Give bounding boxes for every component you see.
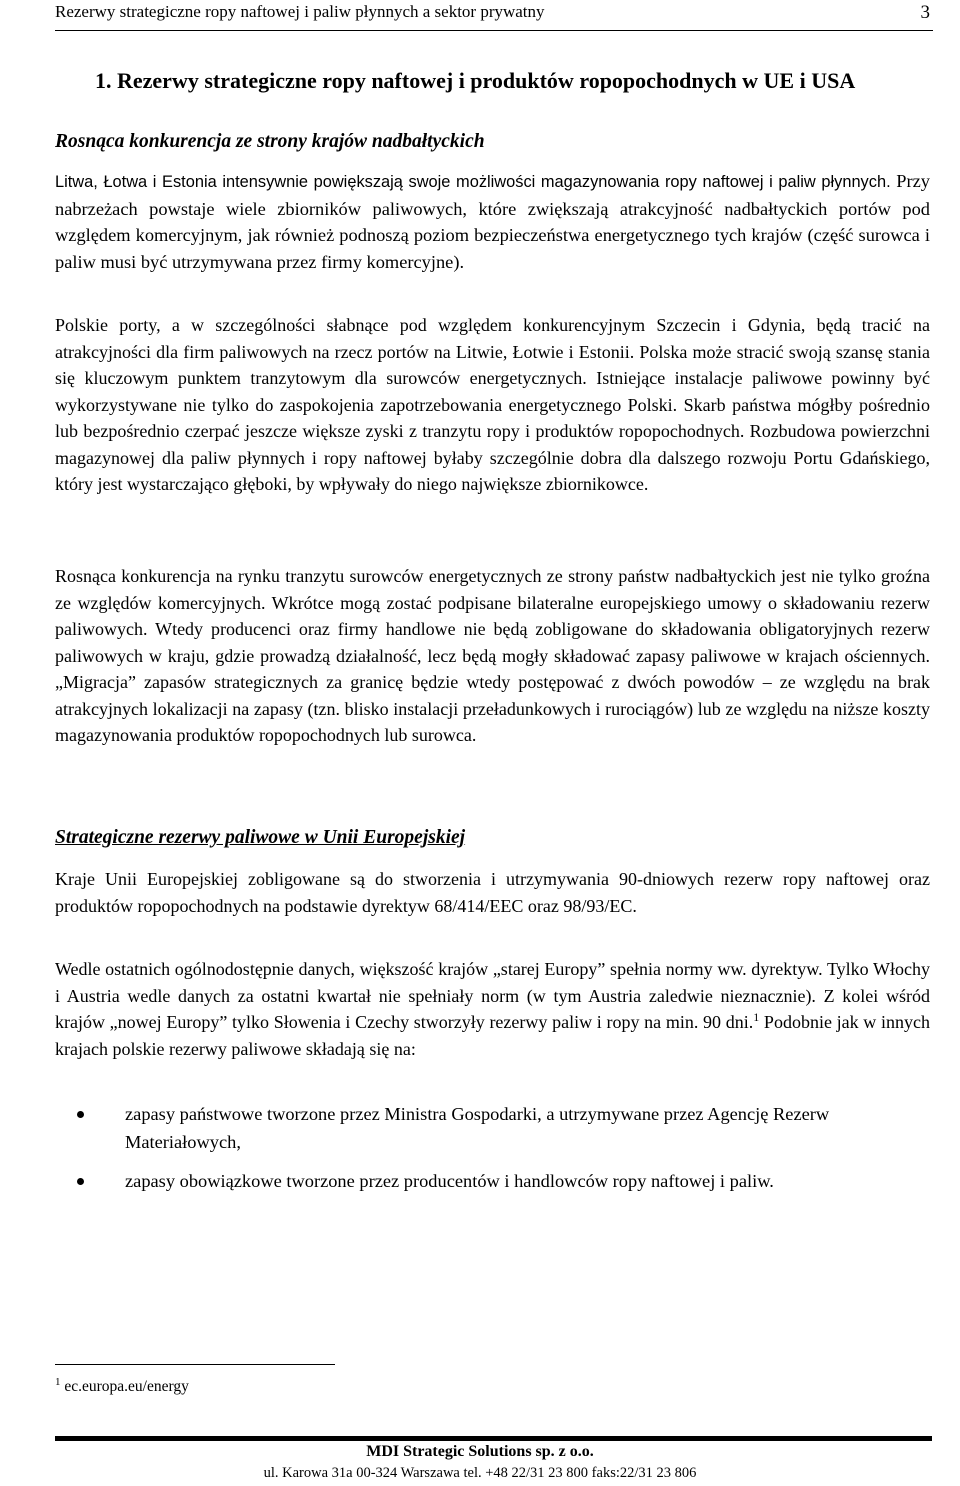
subheading-eu-reserves: Strategiczne rezerwy paliwowe w Unii Europejskiej [55, 827, 466, 848]
list-item-text: zapasy państwowe tworzone przez Ministra Gospodarki, a utrzymywane przez Agencję Rezerw Materiałowych, [125, 1104, 830, 1152]
reserves-list [55, 1100, 930, 1206]
footer-divider [55, 1436, 932, 1441]
section-heading: 1. Rezerwy strategiczne ropy naftowej i produktów ropopochodnych w UE i USA [95, 68, 856, 93]
footnote-ref[interactable]: 1 [753, 1010, 760, 1024]
list-item [55, 1167, 855, 1195]
footer-address: ul. Karowa 31a 00-324 Warszawa tel. +48 22/31 23 800 faks:22/31 23 806 [263, 1465, 697, 1481]
footnote-text: ec.europa.eu/energy [60, 1378, 189, 1395]
bullet-icon [77, 1111, 84, 1118]
paragraph-5-text-end: Podobnie jak w innych krajach polskie rezerwy paliwowe składają się na: [55, 1012, 930, 1059]
paragraph-2: Polskie porty, a w szczególności słabnące pod względem konkurencyjnym Szczecin i Gdynia, będą tracić na atrakcyjności dla firm paliwowych na rzecz portów na Litwie, Łotwie i Estonii. Polska może stracić swoją szansę stania się kluczowym punktem tranzytowym dla surowców energetycznych. Istniejące instalacje paliwowe powinny być wykorzystywane nie tylko do zaspokojenia zapotrzebowania energetycznego Polski. Skarb państwa mógłby pośrednio lub bezpośrednio czerpać jeszcze większe zyski z tranzytu ropy i produktów ropopochodnych. Rozbudowa powierzchni magazynowej dla paliw płynnych i ropy naftowej byłaby szczególnie dobra dla dalszego rozwoju Portu Gdańskiego, który jest wystarczająco głęboki, by wpływały do niego największe zbiornikowce. [55, 315, 930, 494]
paragraph-5-text: Wedle ostatnich ogólnodostępnie danych, większość krajów „starej Europy” spełnia normy ww. dyrektyw. Tylko Włochy i Austria wedle danych za ostatni kwartał nie spełniały norm (w tym Austria zaledwie nieznacznie). Z kolei wśród krajów „nowej Europy” tylko Słowenia i Czechy stworzyły rezerwy paliw i ropy na min. 90 dni. [55, 959, 930, 1032]
paragraph-1-sans-text: Litwa, Łotwa i Estonia intensywnie powiększają swoje możliwości magazynowania ropy naftowej i paliw płynnych. [55, 173, 891, 191]
paragraph-1-serif-text: Przy nabrzeżach powstaje wiele zbiorników paliwowych, które zwiększają atrakcyjność nadbałtyckich portów pod względem komercyjnym, jak również podnoszą poziom bezpieczeństwa energetycznego tych krajów (część surowca i paliw musi być utrzymywana przez firmy komercyjne). [55, 171, 930, 272]
footnote-divider [55, 1364, 335, 1365]
running-header [55, 0, 930, 28]
paragraph-4: Kraje Unii Europejskiej zobligowane są do stworzenia i utrzymywania 90-dniowych rezerw ropy naftowej oraz produktów ropopochodnych na podstawie dyrektyw 68/414/EEC oraz 98/93/EC. [55, 869, 930, 916]
footnote-mark: 1 [55, 1375, 61, 1388]
list-item [55, 1100, 855, 1156]
running-title: Rezerwy strategiczne ropy naftowej i paliw płynnych a sektor prywatny [55, 2, 545, 21]
page-number: 3 [920, 2, 930, 23]
footer-company: MDI Strategic Solutions sp. z o.o. [366, 1443, 594, 1460]
footnote [55, 1375, 189, 1396]
paragraph-3: Rosnąca konkurencja na rynku tranzytu surowców energetycznych ze strony państw nadbałtyckich jest nie tylko groźna ze względów komercyjnych. Wkrótce mogą zostać podpisane bilateralne europejskiego umowy o składowaniu rezerw paliwowych. Wtedy producenci oraz firmy handlowe nie będą zobligowane do składowania obligatoryjnych rezerw paliwowych w kraju, gdzie prowadzą działalność, lecz będą mogły składować zapasy paliwowe w krajach ościennych. „Migracja” zapasów strategicznych za granicę będzie wtedy postępować z dwóch powodów – ze względu na brak atrakcyjnych lokalizacji na zapasy (tzn. blisko instalacji przeładunkowych i rurociągów) lub ze względu na niższe koszty magazynowania produktów ropopochodnych lub surowca. [55, 566, 930, 745]
paragraph-1 [55, 168, 930, 275]
list-item-text: zapasy obowiązkowe tworzone przez producentów i handlowców ropy naftowej i paliw. [125, 1171, 774, 1191]
subheading-baltic: Rosnąca konkurencja ze strony krajów nadbałtyckich [55, 131, 485, 152]
bullet-icon [77, 1178, 84, 1185]
paragraph-5 [55, 956, 930, 1062]
header-divider [55, 30, 933, 31]
